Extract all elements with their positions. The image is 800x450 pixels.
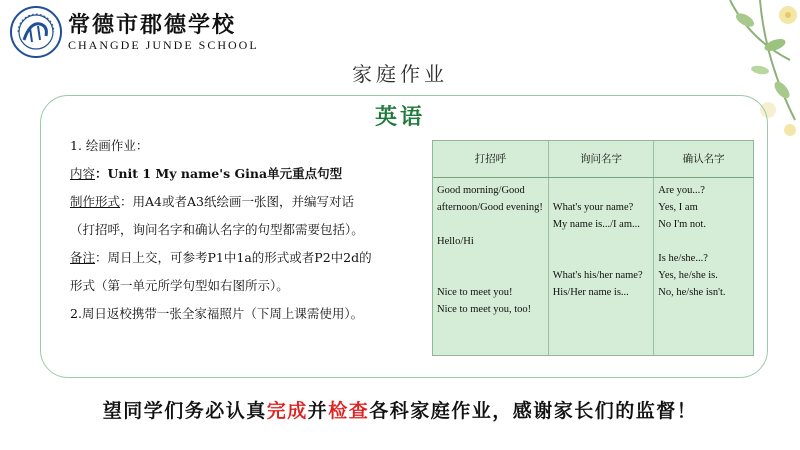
reminder-text: 望同学们务必认真 — [102, 400, 267, 422]
note-label: 备注 — [70, 250, 96, 265]
confirm-name-column — [654, 177, 753, 355]
content-value: ：Unit 1 My name's Gina单元重点句型 — [95, 166, 343, 181]
instruction-line — [70, 160, 430, 188]
reminder-text: 并 — [307, 400, 329, 422]
table-cell: Yes, I am — [658, 201, 698, 213]
school-name-cn: 常德市郡德学校 — [68, 11, 237, 38]
instruction-line: 2.周日返校携带一张全家福照片（下周上课需使用）。 — [70, 306, 364, 321]
school-emblem-icon — [10, 6, 62, 58]
table-header: 询问名字 — [548, 141, 654, 177]
subject-heading: 英语 — [374, 105, 425, 130]
table-cell: Nice to meet you! — [437, 286, 513, 298]
table-cell: No I'm not. — [658, 218, 706, 230]
greeting-column — [433, 177, 548, 355]
sentence-pattern-table — [432, 140, 754, 356]
format-label: 制作形式 — [70, 194, 121, 209]
table-cell: Is he/she...? — [658, 252, 708, 264]
instruction-line: （打招呼，询问名字和确认名字的句型都需要包括）。 — [70, 222, 364, 237]
reminder-highlight: 完成 — [266, 400, 308, 422]
table-cell: What's his/her name? — [552, 269, 643, 281]
instruction-line — [70, 188, 430, 216]
reminder-highlight: 检查 — [328, 400, 370, 422]
instruction-line: 形式（第一单元所学句型如右图所示）。 — [70, 278, 289, 293]
school-header — [10, 6, 259, 58]
content-label: 内容 — [70, 166, 96, 181]
table-cell: No, he/she isn't. — [658, 286, 726, 298]
format-value: ：用A4或者A3纸绘画一张图，并编写对话 — [120, 194, 354, 209]
table-cell: afternoon/Good evening! — [437, 201, 543, 213]
reminder-text: 各科家庭作业，感谢家长们的监督！ — [369, 400, 698, 422]
table-cell: Are you...? — [658, 184, 705, 196]
school-name-en: CHANGDE JUNDE SCHOOL — [68, 37, 259, 52]
table-cell: Hello/Hi — [437, 235, 474, 247]
table-cell: Good morning/Good — [437, 184, 525, 196]
note-value: ：周日上交，可参考P1中1a的形式或者P2中2d的 — [95, 250, 372, 265]
table-header: 打招呼 — [433, 141, 548, 177]
table-header: 确认名字 — [654, 141, 753, 177]
table-cell: Nice to meet you, too! — [437, 303, 532, 315]
ask-name-column — [548, 177, 654, 355]
instruction-line — [70, 244, 430, 272]
table-cell: My name is.../I am... — [552, 218, 640, 230]
table-cell: His/Her name is... — [552, 286, 629, 298]
table-cell: What's your name? — [552, 201, 634, 213]
page-title: 家庭作业 — [352, 62, 448, 86]
homework-instructions — [70, 132, 430, 328]
parent-reminder — [0, 396, 800, 423]
table-cell: Yes, he/she is. — [658, 269, 718, 281]
instruction-line: 1. 绘画作业： — [70, 138, 149, 153]
